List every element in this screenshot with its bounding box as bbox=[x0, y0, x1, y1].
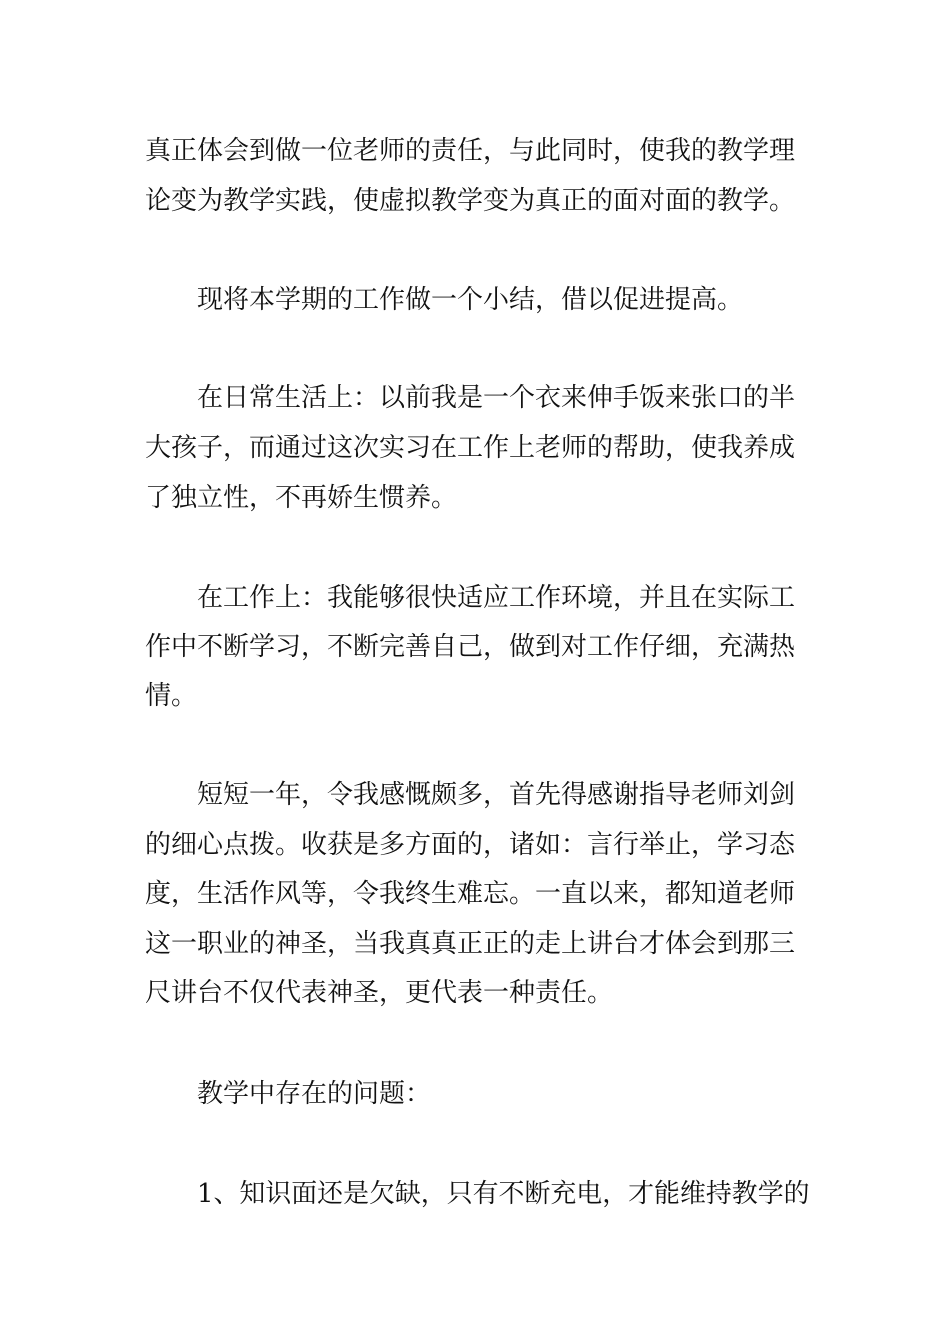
paragraph-4-line-1: 在工作上：我能够很快适应工作环境，并且在实际工 bbox=[197, 583, 796, 613]
paragraph-1-line-1: 真正体会到做一位老师的责任，与此同时，使我的教学理 bbox=[145, 136, 796, 166]
paragraph-5-line-3: 度，生活作风等，令我终生难忘。一直以来，都知道老师 bbox=[145, 879, 796, 909]
paragraph-3-line-3: 了独立性，不再娇生惯养。 bbox=[145, 483, 458, 513]
paragraph-3-line-1: 在日常生活上：以前我是一个衣来伸手饭来张口的半 bbox=[197, 383, 796, 413]
paragraph-2-line-1: 现将本学期的工作做一个小结，借以促进提高。 bbox=[197, 285, 744, 315]
paragraph-4-line-3: 情。 bbox=[145, 681, 198, 711]
paragraph-5-line-5: 尺讲台不仅代表神圣，更代表一种责任。 bbox=[145, 978, 614, 1008]
paragraph-5-line-2: 的细心点拨。收获是多方面的，诸如：言行举止，学习态 bbox=[145, 830, 796, 860]
paragraph-6-line-1: 教学中存在的问题： bbox=[197, 1079, 432, 1109]
paragraph-4-line-2: 作中不断学习，不断完善自己，做到对工作仔细，充满热 bbox=[145, 632, 796, 662]
paragraph-7-line-1: 1、知识面还是欠缺，只有不断充电，才能维持教学的 bbox=[197, 1179, 810, 1209]
paragraph-5-line-1: 短短一年，令我感慨颇多，首先得感谢指导老师刘剑 bbox=[197, 780, 796, 810]
paragraph-5-line-4: 这一职业的神圣，当我真真正正的走上讲台才体会到那三 bbox=[145, 929, 796, 959]
paragraph-3-line-2: 大孩子，而通过这次实习在工作上老师的帮助，使我养成 bbox=[145, 433, 796, 463]
paragraph-1-line-2: 论变为教学实践，使虚拟教学变为真正的面对面的教学。 bbox=[145, 186, 796, 216]
